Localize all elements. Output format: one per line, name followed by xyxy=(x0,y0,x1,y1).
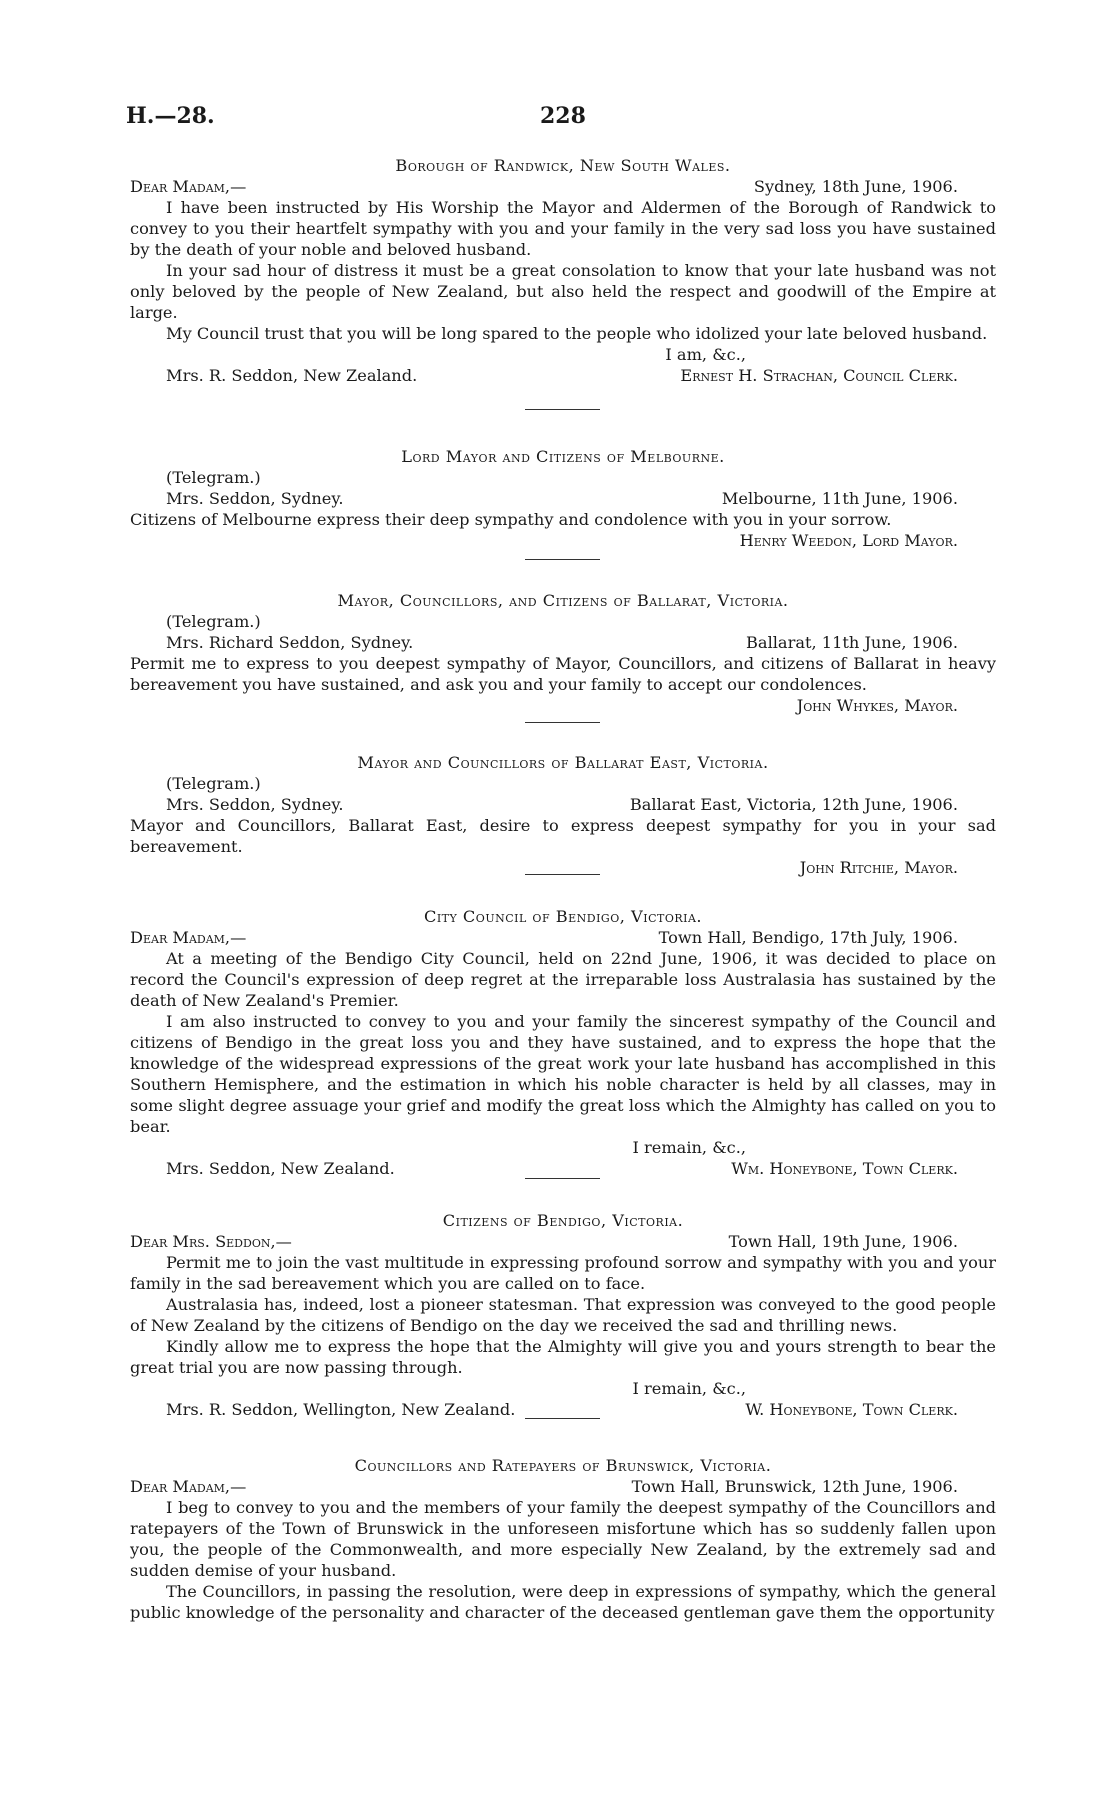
closing: I remain, &c., xyxy=(632,1379,746,1398)
divider xyxy=(525,409,600,410)
address-row xyxy=(130,794,996,815)
signature: Ernest H. Strachan, Council Clerk. xyxy=(680,366,958,385)
telegram-body: Permit me to express to you deepest sympathy of Mayor, Councillors, and citizens of Ballarat in heavy bereavement you have sustained, and ask you and your family to accept our condolences. xyxy=(130,654,996,694)
letter-heading: Councillors and Ratepayers of Brunswick, Victoria. xyxy=(354,1456,772,1475)
addressee: Mrs. R. Seddon, New Zealand. xyxy=(166,366,418,385)
signature: John Ritchie, Mayor. xyxy=(799,858,958,877)
signature: John Whykes, Mayor. xyxy=(796,696,958,715)
paragraph: At a meeting of the Bendigo City Council, held on 22nd June, 1906, it was decided to place on record the Council's expression of deep regret at the irreparable loss Australasia has sustained by the death of New Zealand's Premier. xyxy=(130,949,996,1010)
salutation: Dear Madam,— xyxy=(130,177,247,196)
place-date: Sydney, 18th June, 1906. xyxy=(753,177,958,196)
letter-heading: Citizens of Bendigo, Victoria. xyxy=(442,1211,684,1230)
place-date: Melbourne, 11th June, 1906. xyxy=(721,489,958,508)
paragraph: I have been instructed by His Worship the Mayor and Aldermen of the Borough of Randwick to convey to you their heartfelt sympathy with you and your family in the very sad loss you have sustained by the death of your noble and beloved husband. xyxy=(130,198,996,259)
letter-heading: City Council of Bendigo, Victoria. xyxy=(423,907,703,926)
signature: Wm. Honeybone, Town Clerk. xyxy=(731,1159,958,1178)
salutation-row xyxy=(130,1231,996,1252)
closing: I am, &c., xyxy=(665,345,746,364)
letter-ballarat-east xyxy=(130,752,996,878)
telegram-body: Citizens of Melbourne express their deep sympathy and condolence with you in your sorrow. xyxy=(130,510,892,529)
addressee: Mrs. Richard Seddon, Sydney. xyxy=(166,633,414,652)
closing-row xyxy=(130,323,996,344)
addressee: Mrs. R. Seddon, Wellington, New Zealand. xyxy=(166,1400,516,1419)
salutation: Dear Madam,— xyxy=(130,928,247,947)
paragraph: I am also instructed to convey to you and your family the sincerest sympathy of the Council and citizens of Bendigo in the great loss you and they have sustained, and to express the hope that the knowledge of the widespread expressions of the great work your late husband has accomplished in this Southern Hemisphere, and the estimation in which his noble character is held by all classes, may in some slight degree assuage your grief and modify the great loss which the Almighty has called on you to bear. xyxy=(130,1012,996,1136)
page-number: 228 xyxy=(540,103,586,129)
closing-line xyxy=(130,1378,996,1399)
signature: W. Honeybone, Town Clerk. xyxy=(745,1400,958,1419)
letter-bendigo-citizens xyxy=(130,1210,996,1420)
closing-line xyxy=(130,1137,996,1158)
address-row xyxy=(130,632,996,653)
paragraph: The Councillors, in passing the resolution, were deep in expressions of sympathy, which the general public knowledge of the personality and character of the deceased gentleman gave them the opportunity xyxy=(130,1582,996,1622)
letter-ballarat xyxy=(130,590,996,716)
letter-randwick xyxy=(130,155,996,386)
letter-heading: Lord Mayor and Citizens of Melbourne. xyxy=(401,447,725,466)
telegram-note: (Telegram.) xyxy=(166,612,261,631)
telegram-note: (Telegram.) xyxy=(166,774,261,793)
document-reference: H.—28. xyxy=(126,103,215,129)
paragraph: Kindly allow me to express the hope that the Almighty will give you and yours strength to bear the great trial you are now passing through. xyxy=(130,1337,996,1377)
paragraph: I beg to convey to you and the members of your family the deepest sympathy of the Councillors and ratepayers of the Town of Brunswick in the unforeseen misfortune which has so suddenly fallen upon you, the people of the Commonwealth, and more especially New Zealand, by the extremely sad and sudden demise of your husband. xyxy=(130,1498,996,1580)
salutation: Dear Mrs. Seddon,— xyxy=(130,1232,292,1251)
salutation-row xyxy=(130,927,996,948)
letter-heading: Mayor, Councillors, and Citizens of Ballarat, Victoria. xyxy=(337,591,789,610)
letter-brunswick xyxy=(130,1455,996,1623)
place-date: Town Hall, 19th June, 1906. xyxy=(728,1232,958,1251)
divider xyxy=(525,559,600,560)
closing: I remain, &c., xyxy=(632,1138,746,1157)
signature: Henry Weedon, Lord Mayor. xyxy=(739,531,958,550)
letter-heading: Borough of Randwick, New South Wales. xyxy=(395,156,731,175)
divider xyxy=(525,874,600,875)
signature-row xyxy=(130,1399,996,1420)
paragraph: Permit me to join the vast multitude in expressing profound sorrow and sympathy with you and your family in the sad bereavement which you are called on to face. xyxy=(130,1253,996,1293)
letter-bendigo-council xyxy=(130,906,996,1179)
telegram-body: Mayor and Councillors, Ballarat East, desire to express deepest sympathy for you in your sad bereavement. xyxy=(130,816,996,856)
salutation-row xyxy=(130,1476,996,1497)
place-date: Ballarat East, Victoria, 12th June, 1906. xyxy=(629,795,958,814)
salutation: Dear Madam,— xyxy=(130,1477,247,1496)
divider xyxy=(525,1418,600,1419)
divider xyxy=(525,1178,600,1179)
addressee: Mrs. Seddon, Sydney. xyxy=(166,795,344,814)
addressee: Mrs. Seddon, Sydney. xyxy=(166,489,344,508)
letter-melbourne xyxy=(130,446,996,551)
paragraph: Australasia has, indeed, lost a pioneer statesman. That expression was conveyed to the good people of New Zealand by the citizens of Bendigo on the day we received the sad and thrilling news. xyxy=(130,1295,996,1335)
place-date: Ballarat, 11th June, 1906. xyxy=(746,633,958,652)
salutation-row xyxy=(130,176,996,197)
signature-row xyxy=(130,1158,996,1179)
telegram-note: (Telegram.) xyxy=(166,468,261,487)
place-date: Town Hall, Brunswick, 12th June, 1906. xyxy=(631,1477,958,1496)
letter-heading: Mayor and Councillors of Ballarat East, Victoria. xyxy=(357,753,769,772)
paragraph: My Council trust that you will be long spared to the people who idolized your late beloved husband. xyxy=(166,324,988,343)
divider xyxy=(525,722,600,723)
address-row xyxy=(130,488,996,509)
closing-line xyxy=(130,344,996,365)
signature-row xyxy=(130,365,996,386)
paragraph: In your sad hour of distress it must be a great consolation to know that your late husband was not only beloved by the people of New Zealand, but also held the respect and goodwill of the Empire at large. xyxy=(130,261,996,322)
place-date: Town Hall, Bendigo, 17th July, 1906. xyxy=(658,928,958,947)
addressee: Mrs. Seddon, New Zealand. xyxy=(166,1159,395,1178)
